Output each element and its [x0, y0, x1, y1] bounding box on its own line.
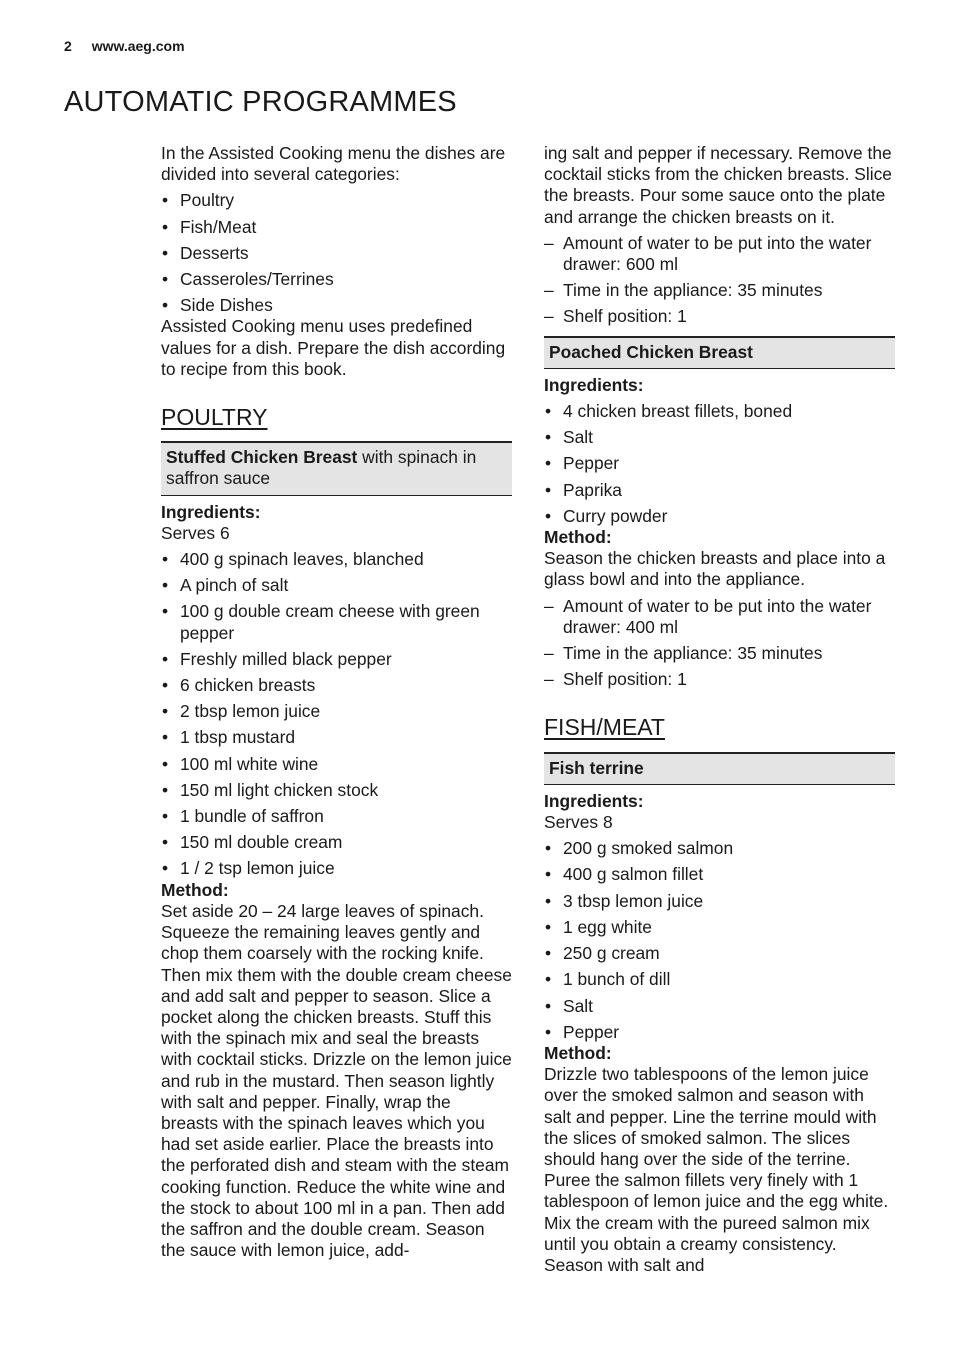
ingredient-list — [161, 549, 512, 880]
recipe-title-box — [544, 336, 895, 369]
ingredient-item: • 1 bundle of saffron — [161, 806, 512, 827]
ingredient-item: • 2 tbsp lemon juice — [161, 701, 512, 722]
ingredient-item: • A pinch of salt — [161, 575, 512, 596]
ingredient-item: • Curry powder — [544, 506, 895, 527]
setting-item: – Shelf position: 1 — [544, 306, 895, 327]
intro-lead: In the Assisted Cooking menu the dishes are divided into several categories: — [161, 143, 506, 185]
ingredient-item: • 3 tbsp lemon juice — [544, 891, 895, 912]
ingredient-item: • 1 bunch of dill — [544, 969, 895, 990]
left-column — [161, 143, 512, 1261]
method-text: Drizzle two tablespoons of the lemon juice over the smoked salmon and season with salt and pepper. Line the terrine mould with the slices of smoked salmon. The slices should hang over the side of the terrine. Puree the salmon fillets very finely with 1 tablespoon of lemon juice and the egg white. Mix the cream with the pureed salmon mix until you obtain a creamy consistency. Season with salt and — [544, 1064, 889, 1275]
ingredient-item: • 400 g salmon fillet — [544, 864, 895, 885]
recipe-subtitle: with spinach in saffron sauce — [166, 447, 477, 489]
settings-list — [544, 233, 895, 328]
category-item: • Fish/Meat — [161, 217, 512, 238]
recipe-title: Fish terrine — [549, 757, 644, 778]
recipe-title: Stuffed Chicken Breast — [166, 447, 358, 468]
right-column — [544, 143, 895, 1276]
recipe-title: Poached Chicken Breast — [549, 341, 753, 362]
setting-item: – Time in the appliance: 35 minutes — [544, 280, 895, 301]
ingredient-item: • 100 ml white wine — [161, 754, 512, 775]
setting-item: – Amount of water to be put into the water drawer: 400 ml — [544, 596, 895, 638]
settings-list — [544, 596, 895, 691]
ingredients-label: Ingredients: — [544, 374, 644, 395]
ingredient-item: • Pepper — [544, 453, 895, 474]
ingredient-item: • Salt — [544, 427, 895, 448]
ingredient-item: • 100 g double cream cheese with green pepper — [161, 601, 512, 643]
ingredient-item: • 250 g cream — [544, 943, 895, 964]
ingredient-item: • Paprika — [544, 480, 895, 501]
serves-text: Serves 8 — [544, 812, 613, 833]
ingredient-item: • 1 tbsp mustard — [161, 727, 512, 748]
ingredient-item: • 4 chicken breast fillets, boned — [544, 401, 895, 422]
method-label: Method: — [544, 1042, 612, 1063]
ingredient-item: • 1 / 2 tsp lemon juice — [161, 858, 512, 879]
section-heading-poultry: POULTRY — [161, 404, 268, 431]
ingredient-item: • Pepper — [544, 1022, 895, 1043]
recipe-title-box — [161, 441, 512, 495]
category-item: • Desserts — [161, 243, 512, 264]
ingredient-item: • Freshly milled black pepper — [161, 649, 512, 670]
recipe-title-box — [544, 752, 895, 785]
category-item: • Casseroles/Terrines — [161, 269, 512, 290]
category-item: • Side Dishes — [161, 295, 512, 316]
method-text-continued: ing salt and pepper if necessary. Remove the cocktail sticks from the chicken breasts. Slice the breasts. Pour some sauce onto the plate and arrange the chicken breasts on it. — [544, 143, 892, 227]
ingredients-label: Ingredients: — [544, 790, 644, 811]
intro-after: Assisted Cooking menu uses predefined values for a dish. Prepare the dish according to recipe from this book. — [161, 316, 506, 379]
section-heading-fish-meat: FISH/MEAT — [544, 714, 665, 741]
page-title: AUTOMATIC PROGRAMMES — [64, 86, 457, 118]
category-item: • Poultry — [161, 190, 512, 211]
category-list — [161, 190, 512, 316]
setting-item: – Shelf position: 1 — [544, 669, 895, 690]
ingredient-list — [544, 838, 895, 1043]
setting-item: – Amount of water to be put into the water drawer: 600 ml — [544, 233, 895, 275]
ingredient-item: • 6 chicken breasts — [161, 675, 512, 696]
method-label: Method: — [161, 879, 229, 900]
page-number: 2 — [64, 38, 72, 54]
page-header — [64, 38, 185, 54]
method-text: Set aside 20 – 24 large leaves of spinach. Squeeze the remaining leaves gently and chop them coarsely with the rocking knife. Then mix them with the double cream cheese and add salt and pepper to season. Slice a pocket along the chicken breasts. Stuff this with the spinach mix and seal the breasts with cocktail sticks. Drizzle on the lemon juice and rub in the mustard. Then season lightly with salt and pepper. Finally, wrap the breasts with the spinach leaves which you had set aside earlier. Place the breasts into the perforated dish and steam with the steam cooking function. Reduce the white wine and the stock to about 100 ml in a pan. Then add the saffron and the double cream. Season the sauce with lemon juice, add- — [161, 900, 512, 1261]
ingredient-item: • Salt — [544, 996, 895, 1017]
ingredient-item: • 150 ml double cream — [161, 832, 512, 853]
ingredient-item: • 1 egg white — [544, 917, 895, 938]
ingredient-item: • 200 g smoked salmon — [544, 838, 895, 859]
ingredient-list — [544, 401, 895, 527]
ingredients-label: Ingredients: — [161, 501, 261, 522]
method-label: Method: — [544, 527, 612, 548]
ingredient-item: • 150 ml light chicken stock — [161, 780, 512, 801]
setting-item: – Time in the appliance: 35 minutes — [544, 643, 895, 664]
serves-text: Serves 6 — [161, 522, 230, 543]
ingredient-item: • 400 g spinach leaves, blanched — [161, 549, 512, 570]
method-text: Season the chicken breasts and place into a glass bowl and into the appliance. — [544, 548, 886, 590]
website-url[interactable]: www.aeg.com — [91, 38, 185, 54]
